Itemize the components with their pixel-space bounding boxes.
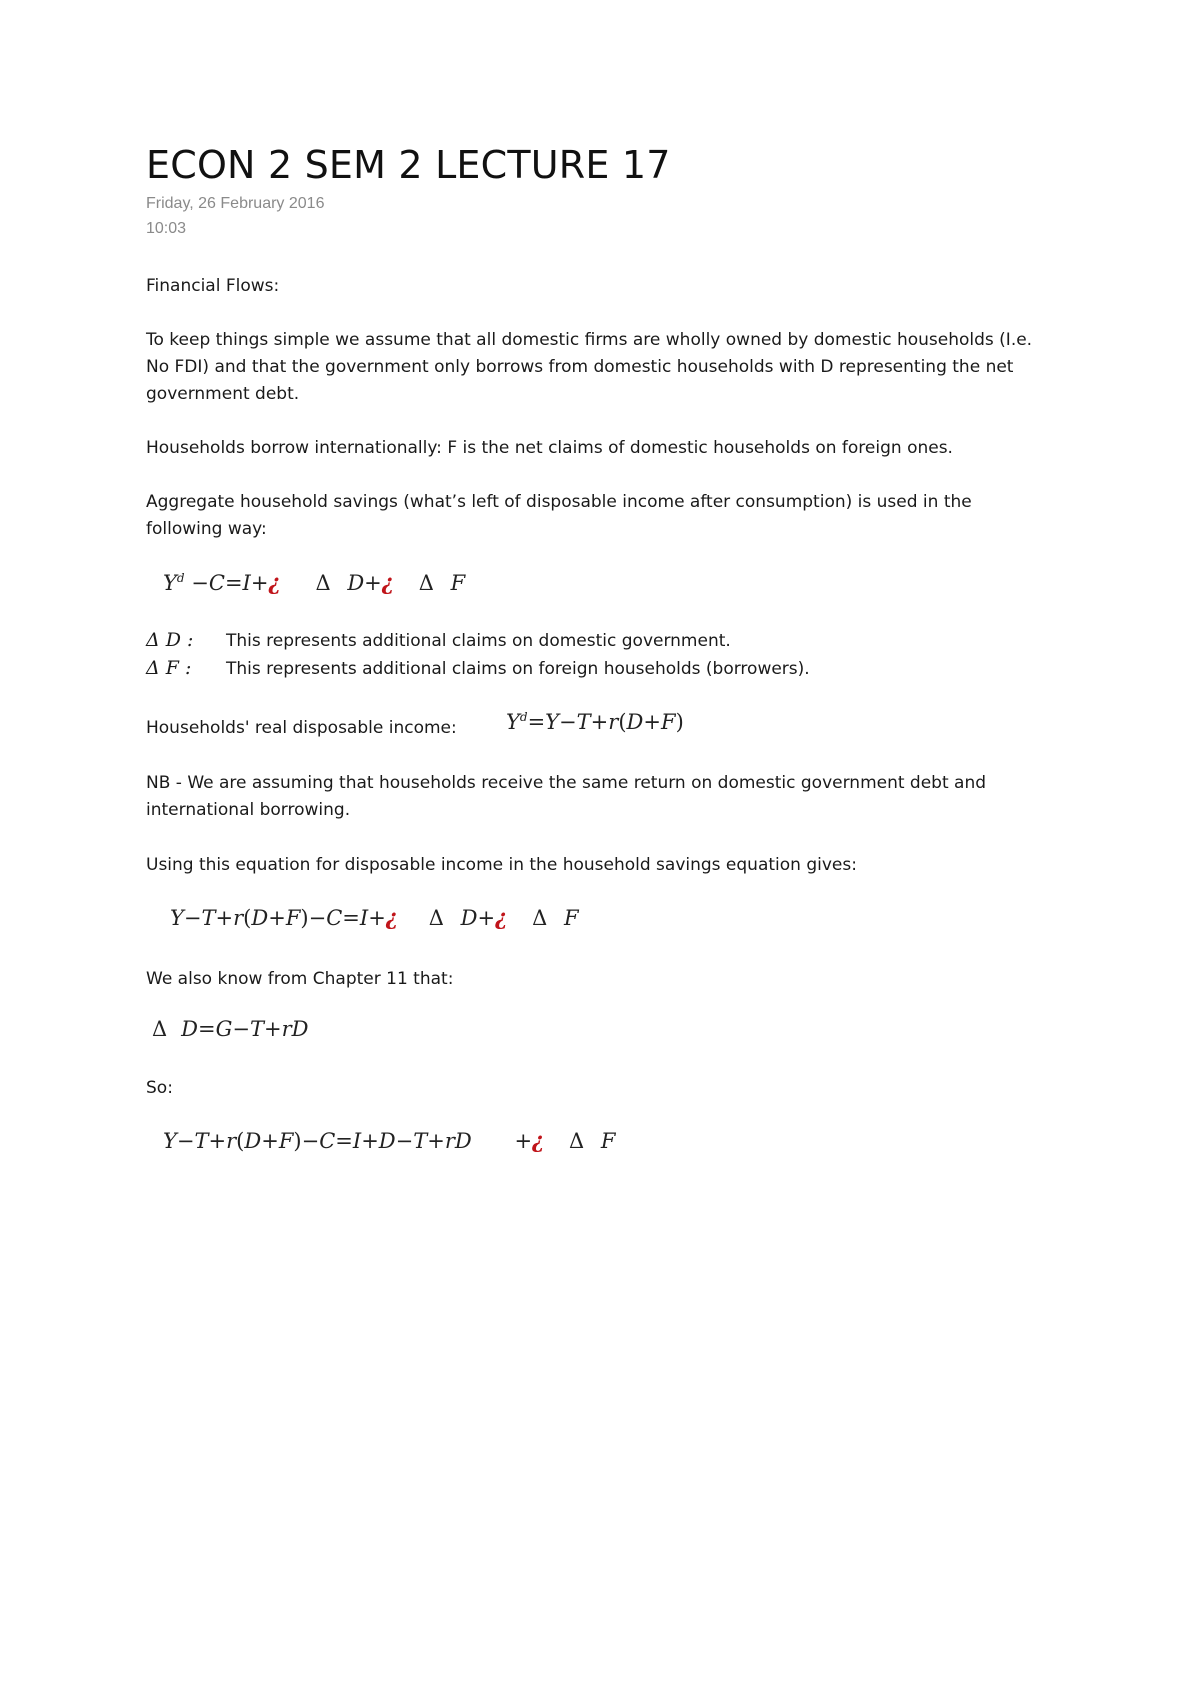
paragraph-so: So: bbox=[146, 1078, 173, 1098]
section-heading: Financial Flows: bbox=[146, 276, 280, 296]
definition-delta-f bbox=[146, 655, 810, 683]
paragraph-chapter-11: We also know from Chapter 11 that: bbox=[146, 969, 454, 989]
definition-delta-f-symbol: Δ F : bbox=[146, 657, 192, 679]
equation-savings: $Y^d$ −C=I+¿ Δ D+¿ Δ F bbox=[163, 570, 466, 595]
income-label: Households' real disposable income: bbox=[146, 718, 457, 738]
definition-delta-f-text: This represents additional claims on foreign households (borrowers). bbox=[226, 659, 810, 679]
equation-savings-substituted: Y−T+r(D+F)−C=I+¿ Δ D+¿ Δ F bbox=[170, 905, 579, 930]
paragraph-international-borrowing: Households borrow internationally: F is the net claims of domestic households on foreign ones. bbox=[146, 438, 953, 458]
paragraph-ownership: To keep things simple we assume that all domestic firms are wholly owned by domestic households (I.e. No FDI) and that the government only borrows from domestic households with D representing the net government debt. bbox=[146, 330, 1033, 404]
definition-delta-d-symbol: Δ D : bbox=[146, 629, 194, 651]
equation-debt-change: Δ D=G−T+rD bbox=[152, 1017, 309, 1041]
paragraph-aggregate-savings: Aggregate household savings (what’s left of disposable income after consumption) is used in the following way: bbox=[146, 492, 972, 539]
definition-delta-d bbox=[146, 627, 731, 655]
page-title: ECON 2 SEM 2 LECTURE 17 bbox=[146, 143, 671, 187]
equation-final: Y−T+r(D+F)−C=I+D−T+rD +¿ Δ F bbox=[163, 1128, 616, 1153]
note-date: Friday, 26 February 2016 bbox=[146, 195, 325, 212]
note-time: 10:03 bbox=[146, 220, 187, 237]
paragraph-nb: NB - We are assuming that households receive the same return on domestic government debt and international borrowing. bbox=[146, 773, 987, 820]
equation-disposable-income: $Y^d=Y-T+r(D+F)$ bbox=[506, 710, 684, 734]
paragraph-using-equation: Using this equation for disposable income in the household savings equation gives: bbox=[146, 855, 857, 875]
definition-delta-d-text: This represents additional claims on domestic government. bbox=[226, 631, 731, 651]
